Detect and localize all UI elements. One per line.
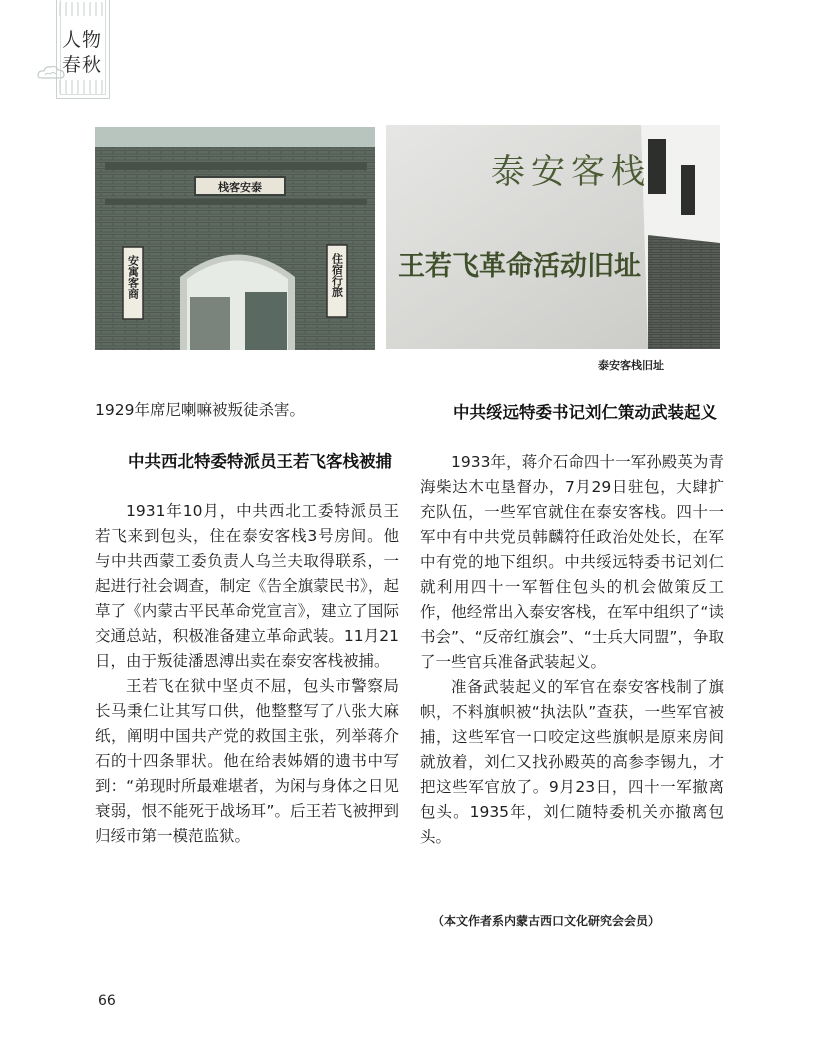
left-intro-text: 1929年席尼喇嘛被叛徒杀害。 (95, 401, 305, 419)
section-title (62, 28, 110, 78)
right-paragraph-2: 准备武装起义的军官在泰安客栈制了旗帜，不料旗帜被“执法队”查获，一些军官被捕，这些军官一口咬定这些旗帜是原来房间就放着，刘仁又找孙殿英的高参李锡九，才把这些军官放了。9月23日，四十一军撤离包头。1935年，刘仁随特委机关亦撤离包头。 (420, 678, 724, 846)
wall-line1-text: 泰安客栈 (491, 152, 651, 192)
photo-caption: 泰安客栈旧址 (598, 359, 664, 372)
photo-memorial-wall (386, 125, 720, 349)
tab-ornament-top (59, 2, 105, 16)
inn-gate-illustration (95, 127, 375, 350)
left-paragraph-2: 王若飞在狱中坚贞不屈，包头市警察局长马秉仁让其写口供，他整整写了八张大麻纸，阐明中国共产党的救国主张，列举蒋介石的十四条罪状。他在给表姊婿的遗书中写到：“弟现时所最难堪者，为闲与身体之日见衰弱，恨不能死于战场耳”。后王若飞被押到归绥市第一模范监狱。 (95, 677, 399, 845)
section-tab (34, 0, 120, 104)
left-plaque-text: 安寓客商 (126, 255, 140, 299)
left-paragraph-1: 1931年10月，中共西北工委特派员王若飞来到包头，住在泰安客栈3号房间。他与中共西蒙工委负责人乌兰夫取得联系，一起进行社会调查，制定《告全旗蒙民书》，起草了《内蒙古平民革命党宣言》，建立了国际交通总站，积极准备建立革命武装。11月21日，由于叛徒潘恩溥出卖在泰安客栈被捕。 (95, 502, 399, 670)
inn-banner-text: 栈客安泰 (218, 181, 262, 194)
right-paragraph-1: 1933年，蒋介石命四十一军孙殿英为青海柴达木屯垦督办，7月29日驻包，大肆扩充队伍，一些军官就住在泰安客栈。四十一军中有中共党员韩麟符任政治处处长，在军中有党的地下组织。中共绥远特委书记刘仁就利用四十一军暂住包头的机会做策反工作，他经常出入泰安客栈，在军中组织了“读书会”、“反帝红旗会”、“士兵大同盟”，争取了一些官兵准备武装起义。 (420, 453, 724, 671)
section-heading-wang: 中共西北特委特派员王若飞客栈被捕 (128, 452, 392, 471)
memorial-wall-illustration (386, 125, 720, 349)
page-number: 66 (98, 993, 116, 1009)
section-heading-liu: 中共绥远特委书记刘仁策动武装起义 (453, 403, 717, 422)
photo-inn-gate (95, 127, 375, 350)
wall-line2-text: 王若飞革命活动旧址 (398, 251, 641, 282)
right-column (420, 400, 724, 850)
tab-ornament-bottom (59, 80, 105, 94)
section-title-line2: 春秋 (62, 54, 103, 76)
left-column (95, 398, 399, 849)
section-title-line1: 人物 (62, 29, 103, 51)
right-plaque-text: 住宿行旅 (330, 253, 344, 297)
author-note: （本文作者系内蒙古西口文化研究会会员） (432, 914, 661, 928)
